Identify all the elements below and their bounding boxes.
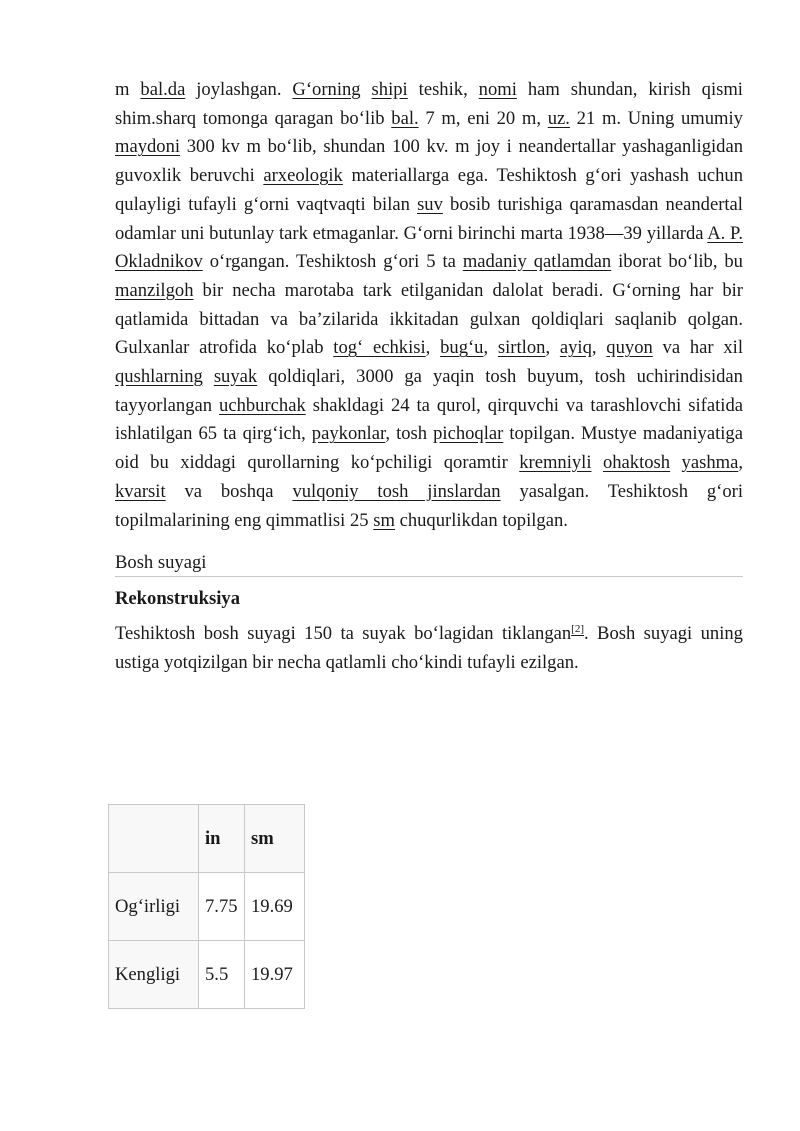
text-run: topilgan. Mustye madaniyatiga oid bu xiddagi qurollarning ko‘pchiligi qoramtir — [115, 423, 743, 474]
intro-text: Teshiktosh bosh suyagi 150 ta suyak bo‘lagidan tiklangan — [115, 623, 572, 645]
inline-link[interactable]: bal.da — [140, 79, 186, 100]
text-run: va har xil — [652, 337, 744, 359]
inline-link[interactable]: quyon — [606, 337, 653, 359]
inline-link[interactable]: tog‘ echkisi — [333, 337, 426, 359]
text-run: , — [545, 337, 560, 359]
inline-link[interactable]: bal. — [391, 107, 419, 129]
text-run: ham shundan, kirish qismi shim.sharq tomonga qaragan bo‘lib — [115, 79, 743, 129]
inline-link[interactable]: suyak — [213, 366, 258, 388]
inline-link[interactable]: G‘orning — [292, 79, 361, 100]
text-run: , — [738, 452, 743, 474]
text-run: materiallarga ega. Teshiktosh g‘ori yashash uchun qulayligi tufayli g‘orni vaqtvaqti bilan — [115, 165, 743, 215]
text-run: yasalgan. Teshiktosh g‘ori topilmalarining eng qimmatlisi 25 — [115, 480, 744, 531]
table-row — [109, 941, 305, 1009]
inline-link[interactable]: shipi — [371, 79, 408, 100]
text-run: iborat bo‘lib, bu — [611, 251, 743, 273]
text-run: bir necha marotaba tark etilganidan dalolat beradi. G‘orning har bir qatlamida bittadan va ba’zilarida ikkitadan gulxan qoldiqlari saqlanib qolgan. Gulxanlar atrofida ko‘plab — [115, 279, 743, 359]
inline-link[interactable]: paykonlar — [311, 423, 386, 445]
table-cell: 19.97 — [245, 941, 305, 1009]
text-run: bosib turishiga qaramasdan neandertal odamlar uni butunlay tark etmaganlar. G‘orni birinchi marta 1938—39 yillarda — [115, 193, 743, 244]
text-run: qoldiqlari, 3000 ga yaqin tosh buyum, tosh uchirindisidan tayyorlangan — [115, 366, 743, 416]
sub-heading: Rekonstruksiya — [115, 588, 241, 610]
text-run: 21 m. Uning umumiy — [569, 107, 743, 129]
text-run: , — [591, 337, 607, 359]
table-header-cell: sm — [245, 805, 305, 873]
inline-link[interactable]: sirtlon — [497, 337, 546, 359]
table-header-cell — [109, 805, 199, 873]
inline-link[interactable]: yashma — [681, 452, 739, 474]
table-cell: 7.75 — [199, 873, 245, 941]
text-run: m — [115, 79, 141, 100]
inline-link[interactable]: maydoni — [115, 136, 181, 158]
inline-link[interactable]: A. P. Okladnikov — [115, 222, 743, 273]
inline-link[interactable]: kremniyli — [519, 452, 592, 474]
reference-link[interactable]: [2] — [571, 623, 584, 636]
table-cell: Kengligi — [109, 941, 199, 1009]
table-cell: 19.69 — [245, 873, 305, 941]
text-run: chuqurlikdan topilgan. — [394, 509, 568, 531]
inline-link[interactable]: ohaktosh — [602, 452, 671, 474]
inline-link[interactable]: suv — [417, 193, 443, 215]
text-run — [203, 366, 214, 387]
text-run: 7 m, eni 20 m, — [418, 107, 548, 129]
text-run: va boshqa — [165, 480, 293, 502]
text-run: o‘rgangan. Teshiktosh g‘ori 5 ta — [202, 251, 463, 273]
inline-link[interactable]: nomi — [478, 79, 517, 100]
inline-link[interactable]: kvarsit — [115, 480, 166, 502]
table-row — [109, 873, 305, 941]
table-cell: 5.5 — [199, 941, 245, 1009]
text-run: , — [425, 337, 441, 359]
body-paragraph — [115, 76, 743, 535]
text-run: teshik, — [407, 79, 479, 100]
inline-link[interactable]: sm — [373, 509, 395, 531]
intro-paragraph — [115, 620, 743, 677]
inline-link[interactable]: uchburchak — [219, 394, 306, 416]
text-run — [361, 79, 372, 100]
table-cell: Og‘irligi — [109, 873, 199, 941]
intro-text-end: . Bosh suyagi uning ustiga yotqizilgan bir necha qatlamli cho‘kindi tufayli ezilgan. — [115, 623, 743, 673]
table-header-cell: in — [199, 805, 245, 873]
text-run: , — [483, 337, 498, 359]
text-run — [670, 452, 681, 473]
text-run: joylashgan. — [185, 79, 293, 100]
measurements-table — [108, 804, 305, 1009]
inline-link[interactable]: manzilgoh — [115, 279, 194, 301]
table-header-row — [109, 805, 305, 873]
text-run — [592, 452, 603, 473]
inline-link[interactable]: uz. — [547, 107, 570, 129]
inline-link[interactable]: vulqoniy tosh jinslardan — [292, 480, 501, 502]
article-body — [115, 76, 743, 678]
text-run: 300 kv m bo‘lib, shundan 100 kv. m joy i neandertallar yashaganligidan guvoxlik beruvchi — [115, 136, 743, 187]
inline-link[interactable]: pichoqlar — [433, 423, 504, 445]
text-run: shakldagi 24 ta qurol, qirquvchi va tarashlovchi sifatida ishlatilgan 65 ta qirg‘ich, — [115, 394, 743, 445]
inline-link[interactable]: bug‘u — [440, 337, 484, 359]
text-run: , tosh — [385, 423, 434, 445]
inline-link[interactable]: arxeologik — [263, 165, 343, 187]
inline-link[interactable]: qushlarning — [115, 366, 203, 388]
inline-link[interactable]: madaniy qatlamdan — [462, 251, 612, 273]
inline-link[interactable]: ayiq — [559, 337, 592, 359]
section-heading: Bosh suyagi — [115, 551, 743, 577]
